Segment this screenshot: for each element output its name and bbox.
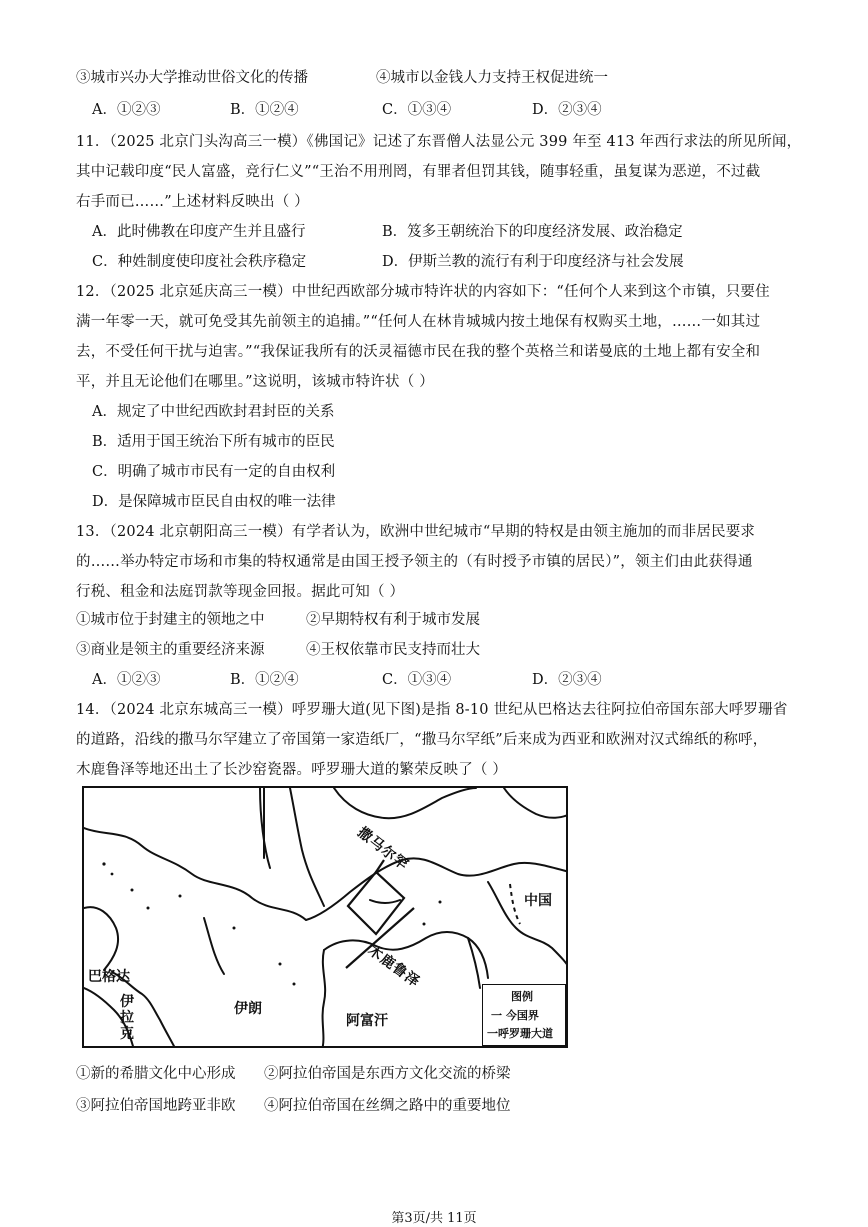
q12-stem-line-2: 满一年零一天，就可免受其先前领主的追捕。”“任何人在林肯城城内按土地保有权购买土地，……一如其过 xyxy=(76,314,761,330)
map-label-merv: 木鹿鲁泽 xyxy=(364,942,423,991)
border-caspian-east xyxy=(290,788,324,906)
q10-statement-3: ③城市兴办大学推动世俗文化的传播 xyxy=(76,70,308,86)
border-iran-afghan xyxy=(322,950,325,1048)
q13-stem-line-1: 13．（2024 北京朝阳高三一模）有学者认为，欧洲中世纪城市“早期的特权是由领主施加的而非居民要求 xyxy=(76,524,756,540)
q14-statement-2: ②阿拉伯帝国是东西方文化交流的桥梁 xyxy=(264,1066,511,1082)
q11-stem-line-3: 右手而已……”上述材料反映出（ ） xyxy=(76,194,309,210)
q10-option-c: C．①③④ xyxy=(382,102,452,118)
q10-option-d: D．②③④ xyxy=(532,102,602,118)
border-east-upper xyxy=(504,788,568,818)
q13-option-d: D．②③④ xyxy=(532,672,602,688)
q12-stem-line-4: 平，并且无论他们在哪里。”这说明，该城市特许状（ ） xyxy=(76,374,434,390)
q11-option-b: B．笈多王朝统治下的印度经济发展、政治稳定 xyxy=(382,224,683,240)
legend-road: 一呼罗珊大道 xyxy=(487,1027,553,1040)
legend-border: 一 今国界 xyxy=(491,1009,539,1022)
q13-stem-line-3: 行税、租金和法庭罚款等现金回报。据此可知（ ） xyxy=(76,584,405,600)
map-label-samarkand: 撒马尔罕 xyxy=(354,824,412,874)
q12-option-a: A．规定了中世纪西欧封君封臣的关系 xyxy=(92,404,335,420)
border-interior-1 xyxy=(204,918,224,974)
q13-statement-2: ②早期特权有利于城市发展 xyxy=(306,612,480,628)
q12-stem-line-1: 12．（2025 北京延庆高三一模）中世纪西欧部分城市特许状的内容如下：“任何个人来到这个市镇，只要住 xyxy=(76,284,770,300)
border-west-coast xyxy=(84,907,118,970)
q14-statement-4: ④阿拉伯帝国在丝绸之路中的重要地位 xyxy=(264,1098,511,1114)
q12-stem-line-3: 去，不受任何干扰与迫害。”“我保证我所有的沃灵福德市民在我的整个英格兰和诺曼底的土地上都有安全和 xyxy=(76,344,761,360)
q13-option-b: B．①②④ xyxy=(230,672,299,688)
q10-option-b: B．①②④ xyxy=(230,102,299,118)
map-label-iraq: 伊拉克 xyxy=(120,994,134,1042)
border-north xyxy=(334,788,476,818)
q14-stem-line-1: 14．（2024 北京东城高三一模）呼罗珊大道(见下图)是指 8-10 世纪从巴格达去往阿拉伯帝国东部大呼罗珊省 xyxy=(76,702,788,718)
legend-title: 图例 xyxy=(511,990,533,1003)
map-label-afghanistan: 阿富汗 xyxy=(346,1013,388,1029)
q13-statement-1: ①城市位于封建主的领地之中 xyxy=(76,612,265,628)
q11-option-d: D．伊斯兰教的流行有利于印度经济与社会发展 xyxy=(382,254,684,270)
q14-statement-1: ①新的希腊文化中心形成 xyxy=(76,1066,236,1082)
q12-option-d: D．是保障城市臣民自由权的唯一法律 xyxy=(92,494,336,510)
q12-option-c: C．明确了城市市民有一定的自由权利 xyxy=(92,464,336,480)
border-china-dashed xyxy=(510,884,520,924)
q13-option-c: C．①③④ xyxy=(382,672,452,688)
border-interior-2 xyxy=(370,900,400,903)
q11-option-c: C．种姓制度使印度社会秩序稳定 xyxy=(92,254,307,270)
q14-statement-3: ③阿拉伯帝国地跨亚非欧 xyxy=(76,1098,236,1114)
border-northwest xyxy=(84,828,306,920)
q13-option-a: A．①②③ xyxy=(92,672,161,688)
border-afghan-east xyxy=(468,938,480,988)
khorasan-road-map xyxy=(82,786,568,1048)
q14-stem-line-2: 的道路，沿线的撒马尔罕建立了帝国第一家造纸厂，“撒马尔罕纸”后来成为西亚和欧洲对汉式绵纸的称呼， xyxy=(76,732,768,748)
q13-statement-4: ④王权依靠市民支持而壮大 xyxy=(306,642,480,658)
q11-stem-line-1: 11．（2025 北京门头沟高三一模）《佛国记》记述了东晋僧人法显公元 399 年至 413 年西行求法的所见所闻， xyxy=(76,134,802,150)
q11-option-a: A．此时佛教在印度产生并且盛行 xyxy=(92,224,306,240)
page-footer: 第3页/共 11页 xyxy=(391,1211,477,1226)
q10-statement-4: ④城市以金钱人力支持王权促进统一 xyxy=(376,70,608,86)
q13-statement-3: ③商业是领主的重要经济来源 xyxy=(76,642,265,658)
map-label-china: 中国 xyxy=(524,893,552,909)
map-label-baghdad: 巴格达 xyxy=(88,969,130,985)
q13-stem-line-2: 的……举办特定市场和市集的特权通常是由国王授予领主的（有时授予市镇的居民）”，领主们由此获得通 xyxy=(76,554,753,570)
map-legend xyxy=(482,984,566,1046)
q11-stem-line-2: 其中记载印度“民人富盛，竞行仁义”“王治不用刑罔，有罪者但罚其钱，随事轻重，虽复谋为恶逆，不过截 xyxy=(76,164,761,180)
q14-stem-line-3: 木鹿鲁泽等地还出土了长沙窑瓷器。呼罗珊大道的繁荣反映了（ ） xyxy=(76,762,508,778)
q12-option-b: B．适用于国王统治下所有城市的臣民 xyxy=(92,434,335,450)
map-label-iran: 伊朗 xyxy=(234,1001,262,1017)
q10-option-a: A．①②③ xyxy=(92,102,161,118)
